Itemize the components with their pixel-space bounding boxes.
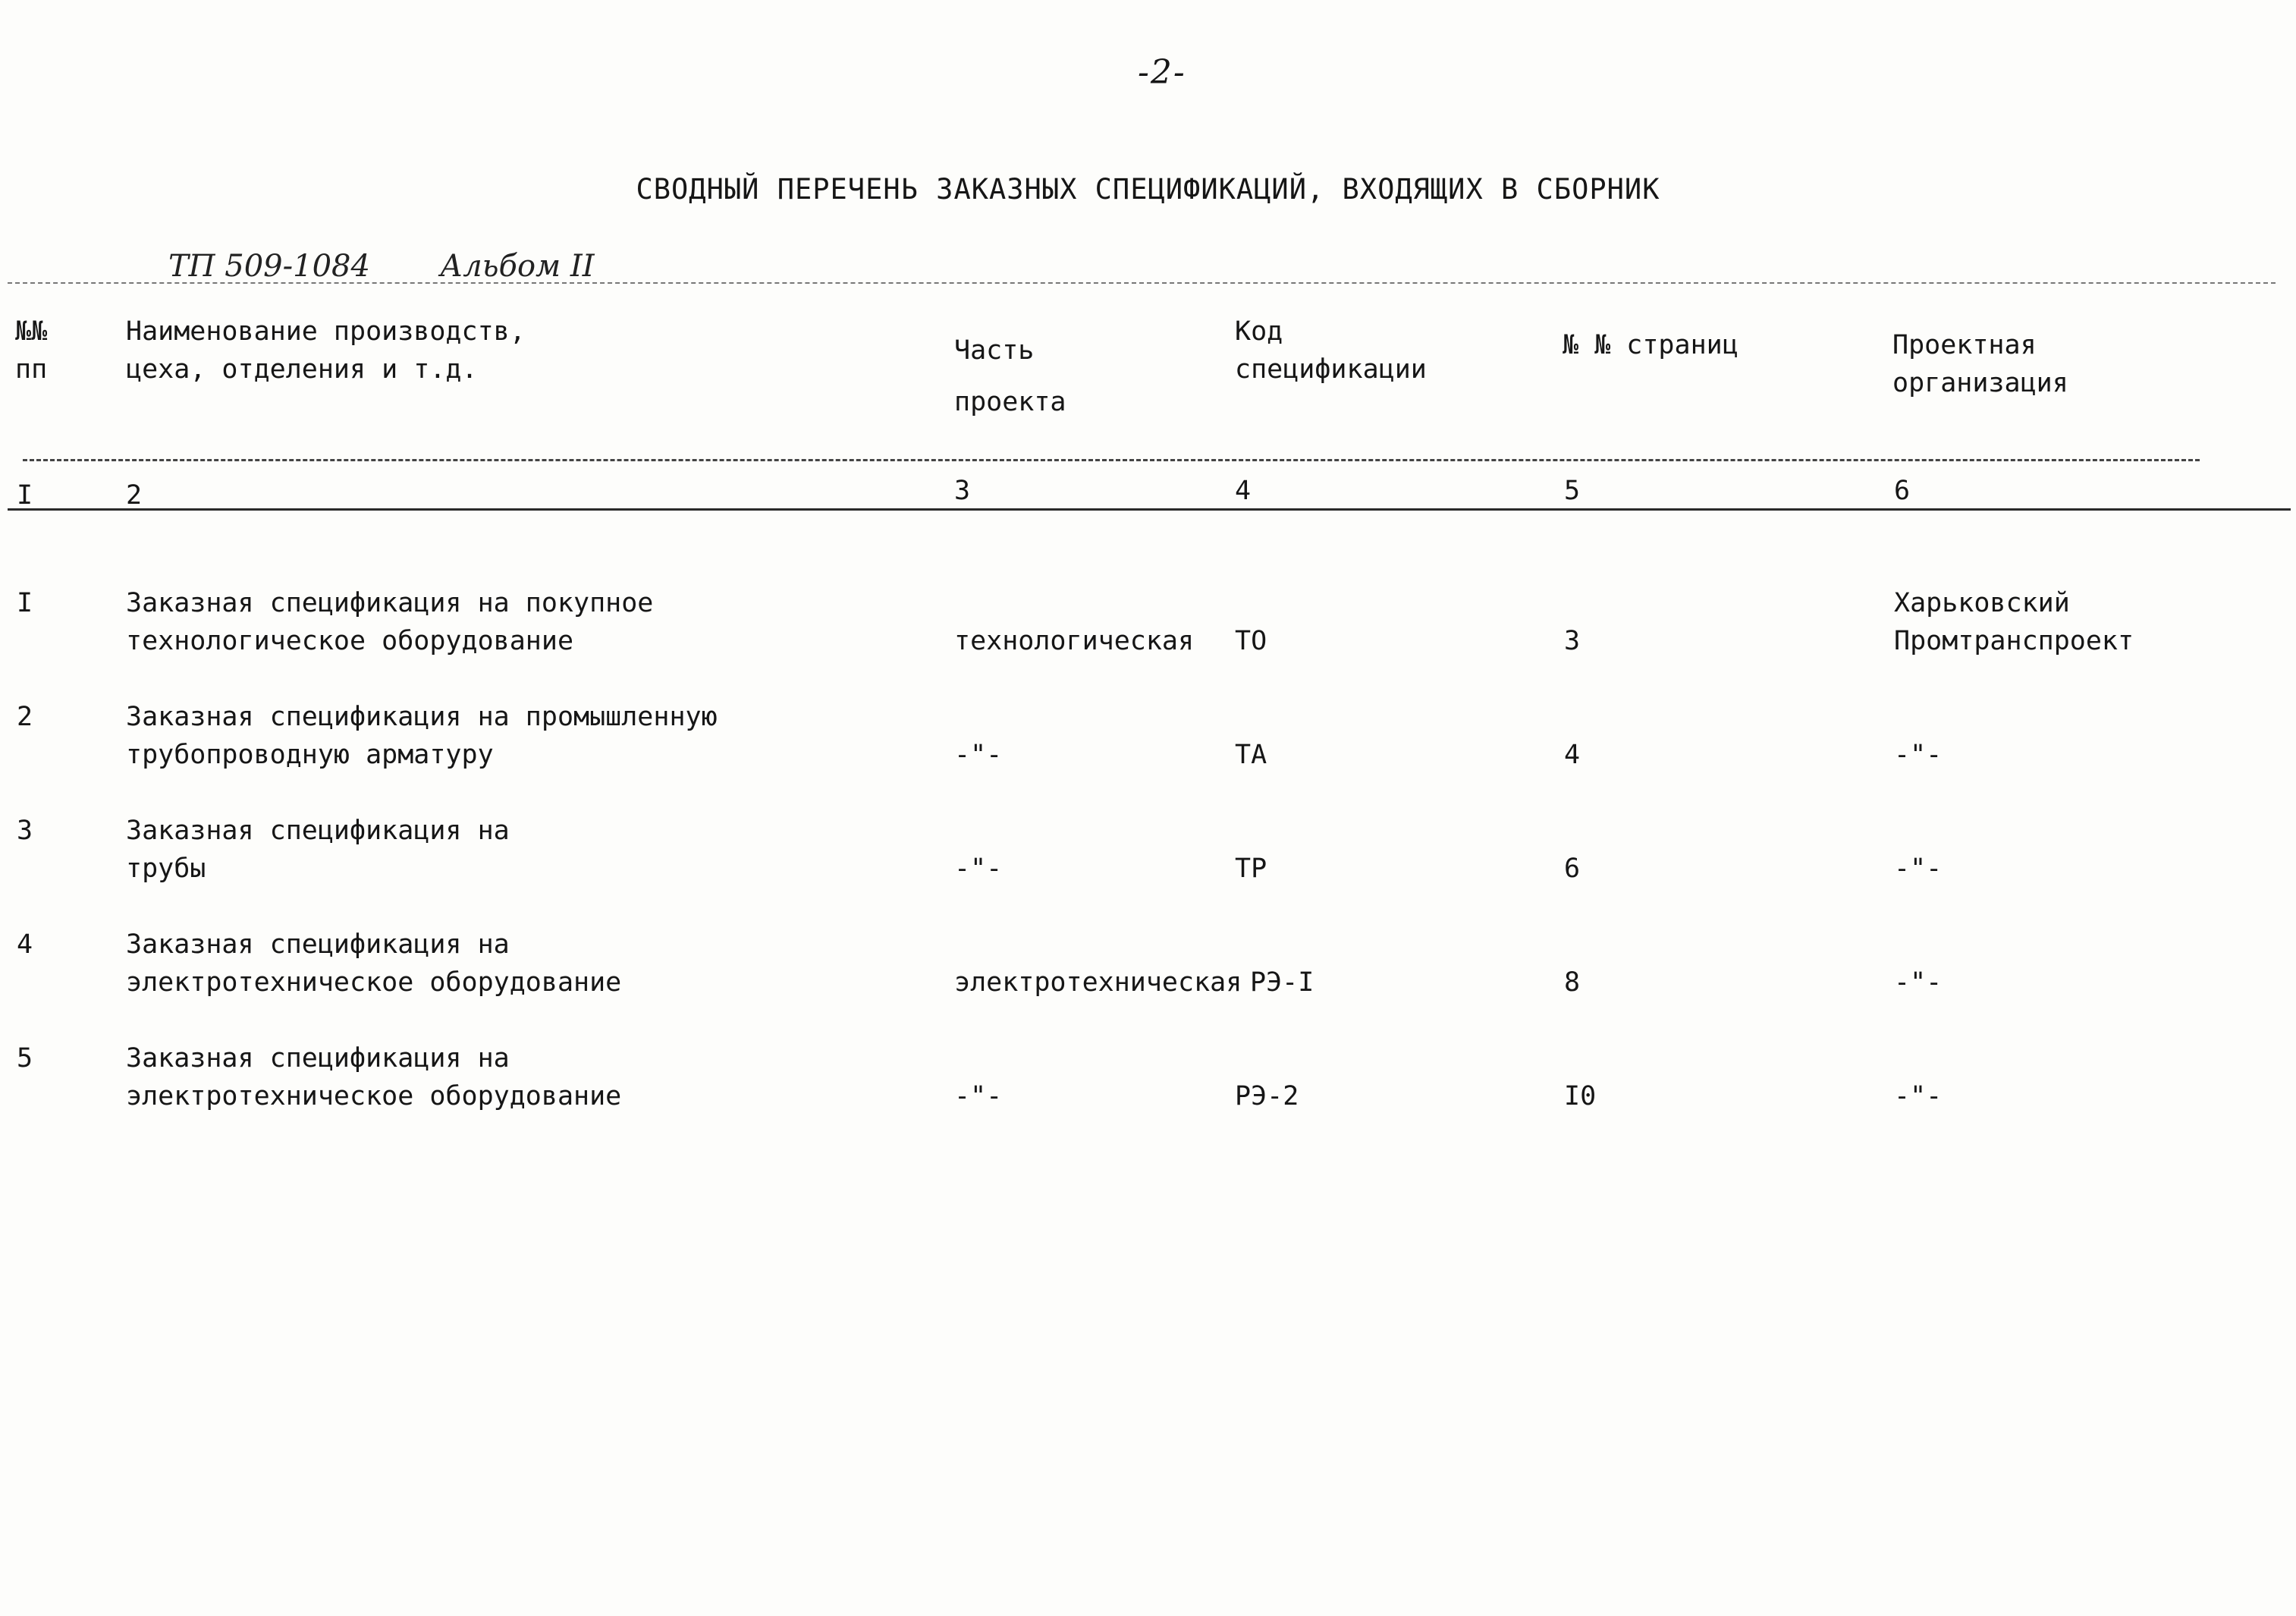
row-part: технологическая — [954, 626, 1195, 656]
row-name: Заказная спецификация на электротехническое оборудование — [126, 1043, 622, 1111]
header-col-pages: № № страниц — [1563, 330, 1738, 360]
row-part: электротехническая — [954, 967, 1242, 998]
row-organization: -"- — [1894, 854, 1943, 884]
row-code: ТА — [1235, 740, 1267, 770]
column-number-2: 2 — [126, 480, 143, 511]
page-number: -2- — [1138, 53, 1186, 92]
column-numbers-rule — [8, 508, 2291, 511]
header-bottom-rule — [23, 459, 2200, 461]
project-code: ТП 509-1084 — [168, 249, 370, 284]
row-part: -"- — [954, 854, 1003, 884]
row-part: -"- — [954, 740, 1003, 770]
row-page: 8 — [1564, 967, 1581, 998]
row-page: 3 — [1564, 626, 1581, 656]
row-part: -"- — [954, 1081, 1003, 1111]
row-name: Заказная спецификация на трубы — [126, 816, 510, 884]
row-page: 4 — [1564, 740, 1581, 770]
column-number-5: 5 — [1564, 476, 1581, 506]
row-code: ТО — [1235, 626, 1267, 656]
row-number: 4 — [17, 929, 33, 960]
row-page: 6 — [1564, 854, 1581, 884]
column-number-4: 4 — [1235, 476, 1252, 506]
row-name: Заказная спецификация на промышленную трубопроводную арматуру — [126, 702, 718, 770]
row-code: ТР — [1235, 854, 1267, 884]
header-col-number: №№ пп — [15, 316, 48, 385]
column-number-6: 6 — [1894, 476, 1911, 506]
row-organization: Харьковский Промтранспроект — [1894, 588, 2134, 656]
row-number: 2 — [17, 702, 33, 732]
row-code: РЭ-2 — [1235, 1081, 1299, 1111]
header-col-code: Код спецификации — [1235, 316, 1427, 385]
row-code: РЭ-I — [1250, 967, 1314, 998]
header-col-name: Наименование производств, цеха, отделения и т.д. — [126, 316, 526, 385]
row-organization: -"- — [1894, 740, 1943, 770]
row-number: 5 — [17, 1043, 33, 1074]
row-number: I — [17, 588, 33, 618]
header-top-rule — [8, 282, 2276, 284]
row-name: Заказная спецификация на электротехническое оборудование — [126, 929, 622, 998]
row-page: I0 — [1564, 1081, 1597, 1111]
column-number-3: 3 — [954, 476, 971, 506]
row-organization: -"- — [1894, 1081, 1943, 1111]
album-label: Альбом II — [440, 249, 595, 284]
row-name: Заказная спецификация на покупное технологическое оборудование — [126, 588, 654, 656]
column-number-1: I — [17, 480, 33, 511]
header-col-organization: Проектная организация — [1892, 330, 2068, 398]
document-title: СВОДНЫЙ ПЕРЕЧЕНЬ ЗАКАЗНЫХ СПЕЦИФИКАЦИЙ, ВХОДЯЩИХ В СБОРНИК — [636, 173, 1660, 206]
header-col-part: Часть проекта — [954, 335, 1066, 417]
row-number: 3 — [17, 816, 33, 846]
row-organization: -"- — [1894, 967, 1943, 998]
